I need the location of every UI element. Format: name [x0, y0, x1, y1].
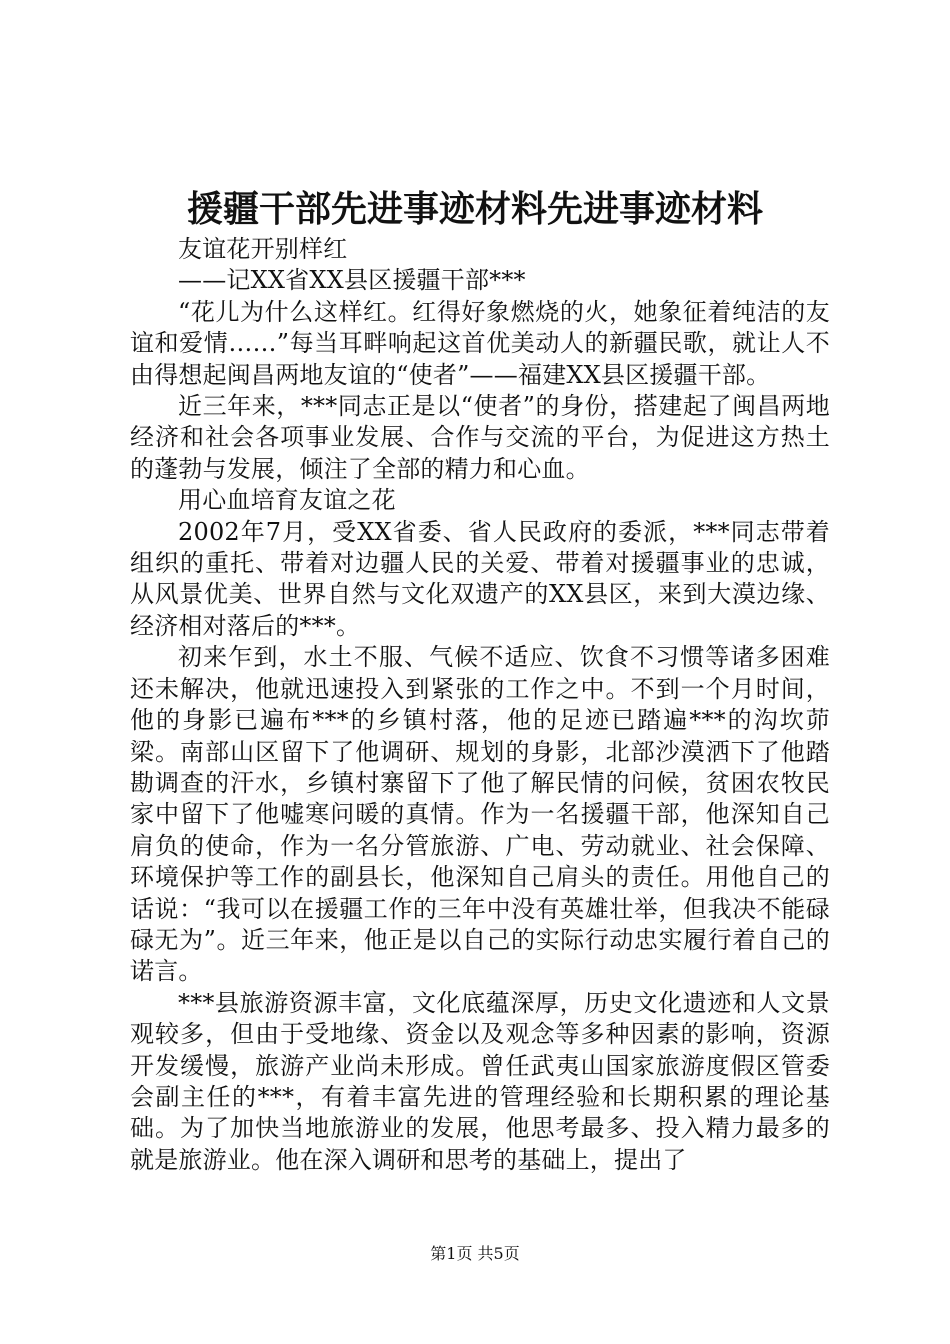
document-title: 援疆干部先进事迹材料先进事迹材料 [186, 188, 763, 230]
document-body [130, 234, 830, 1176]
paragraph: 初来乍到，水土不服、气候不适应、饮食不习惯等诸多困难还未解决，他就迅速投入到紧张的工作之中。不到一个月时间，他的身影已遍布***的乡镇村落，他的足迹已踏遍***的沟坎茆梁。南部山区留下了他调研、规划的身影，北部沙漠洒下了他踏勘调查的汗水，乡镇村寨留下了他了解民情的问候，贫困农牧民家中留下了他嘘寒问暖的真情。作为一名援疆干部，他深知自己肩负的使命，作为一名分管旅游、广电、劳动就业、社会保障、环境保护等工作的副县长，他深知自己肩头的责任。用他自己的话说：“我可以在援疆工作的三年中没有英雄壮举，但我决不能碌碌无为”。近三年来，他正是以自己的实际行动忠实履行着自己的诺言。 [130, 643, 830, 986]
paragraph: 近三年来，***同志正是以“使者”的身份，搭建起了闽昌两地经济和社会各项事业发展、合作与交流的平台，为促进这方热土的蓬勃与发展，倾注了全部的精力和心血。 [130, 392, 830, 483]
paragraph-byline: ——记XX省XX县区援疆干部*** [178, 266, 526, 295]
page-footer: 第1页 共5页 [430, 1244, 520, 1263]
section-heading: 用心血培育友谊之花 [178, 486, 396, 515]
paragraph-subtitle: 友谊花开别样红 [178, 235, 348, 263]
paragraph: 2002年7月，受XX省委、省人民政府的委派，***同志带着组织的重托、带着对边疆人民的关爱、带着对援疆事业的忠诚，从风景优美、世界自然与文化双遗产的XX县区，来到大漠边缘、经济相对落后的***。 [130, 517, 830, 640]
paragraph: ***县旅游资源丰富，文化底蕴深厚，历史文化遗迹和人文景观较多，但由于受地缘、资金以及观念等多种因素的影响，资源开发缓慢，旅游产业尚未形成。曾任武夷山国家旅游度假区管委会副主任的***，有着丰富先进的管理经验和长期积累的理论基础。为了加快当地旅游业的发展，他思考最多、投入精力最多的就是旅游业。他在深入调研和思考的基础上，提出了 [130, 988, 830, 1174]
paragraph: “花儿为什么这样红。红得好象燃烧的火，她象征着纯洁的友谊和爱情……”每当耳畔响起这首优美动人的新疆民歌，就让人不由得想起闽昌两地友谊的“使者”——福建XX县区援疆干部。 [130, 297, 830, 389]
